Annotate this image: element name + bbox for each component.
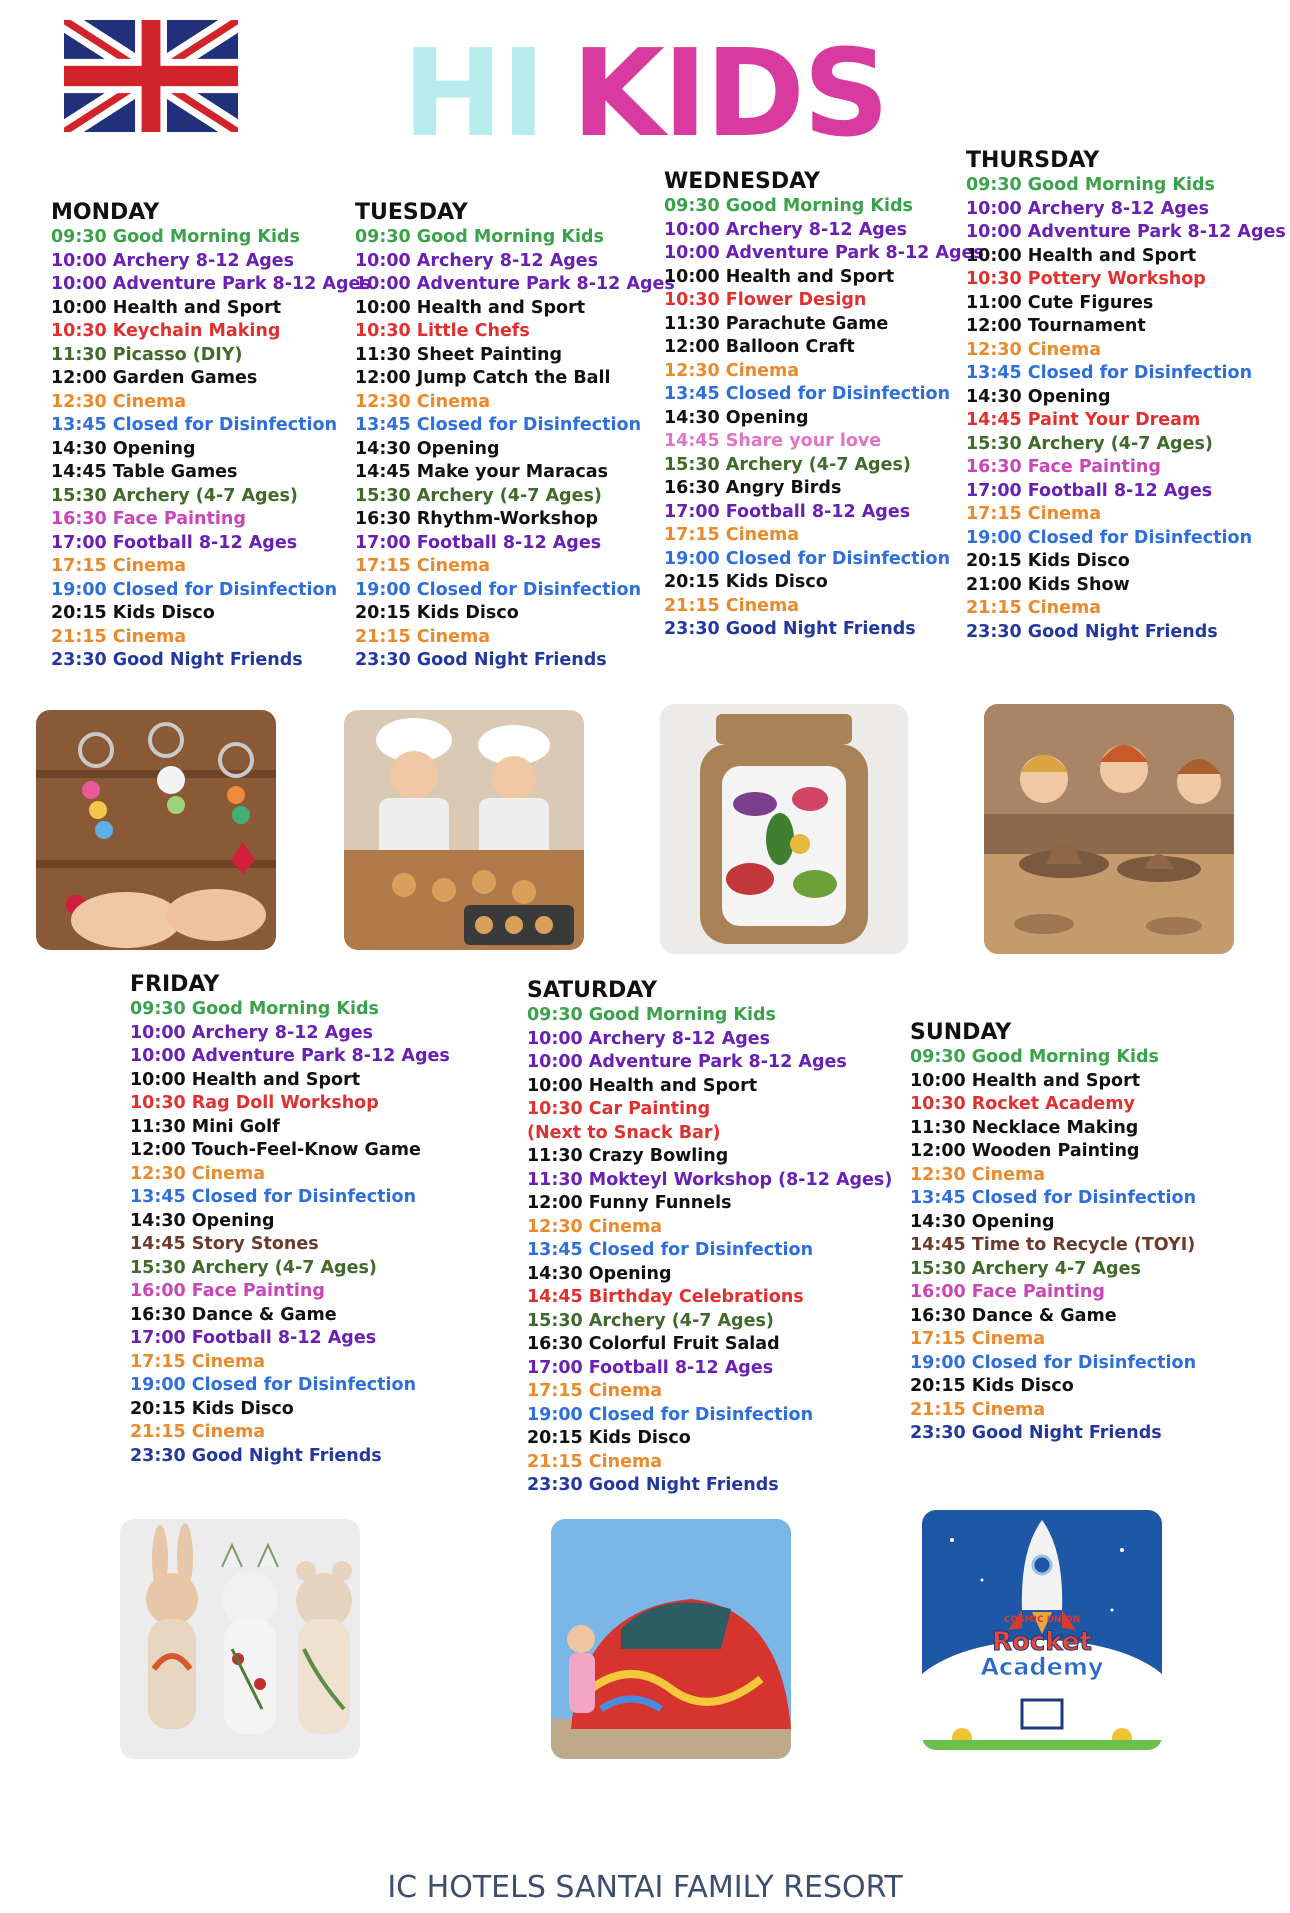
title-kids: KIDS [571, 25, 888, 164]
activity-item: 10:00 Health and Sport [355, 297, 586, 318]
activity-item: 14:45 Story Stones [130, 1234, 319, 1254]
activity-item: 17:15 Cinema [51, 556, 187, 576]
activity-item: 10:00 Adventure Park 8-12 Ages [51, 274, 371, 294]
activity-item: 20:15 Kids Disco [527, 1428, 691, 1448]
activity-list [527, 1004, 892, 1498]
activity-item: 14:30 Opening [910, 1211, 1055, 1232]
activity-item: 12:30 Cinema [130, 1163, 266, 1184]
activity-item: 12:30 Cinema [664, 360, 800, 381]
activity-item: 14:45 Make your Maracas [355, 462, 609, 482]
activity-list [910, 1046, 1196, 1446]
activity-item: 13:45 Closed for Disinfection [910, 1188, 1197, 1208]
activity-item: 10:00 Adventure Park 8-12 Ages [130, 1046, 450, 1066]
activity-item: 09:30 Good Morning Kids [355, 227, 604, 247]
activity-item: 12:00 Wooden Painting [910, 1141, 1140, 1161]
activity-item: 19:00 Closed for Disinfection [664, 548, 951, 569]
activity-item: 16:30 Face Painting [966, 457, 1161, 477]
activity-item: 21:15 Cinema [51, 626, 187, 647]
activity-item: 10:00 Adventure Park 8-12 Ages [527, 1052, 847, 1072]
activity-item: 17:00 Football 8-12 Ages [966, 480, 1213, 501]
activity-item: 11:30 Mini Golf [130, 1116, 280, 1137]
activity-item: 10:00 Archery 8-12 Ages [51, 250, 295, 271]
activity-item: 14:45 Time to Recycle (TOYI) [910, 1235, 1196, 1255]
activity-item: 23:30 Good Night Friends [966, 621, 1218, 642]
activity-list [355, 226, 675, 673]
activity-item: 20:15 Kids Disco [966, 551, 1130, 571]
activity-item: 11:30 Mokteyl Workshop (8-12 Ages) [527, 1169, 893, 1190]
activity-item: 10:00 Adventure Park 8-12 Ages [355, 274, 675, 294]
activity-item: 10:00 Health and Sport [664, 266, 895, 287]
activity-item: 13:45 Closed for Disinfection [355, 415, 642, 435]
activity-item: 17:00 Football 8-12 Ages [51, 532, 298, 553]
schedule-thursday [966, 148, 1286, 644]
activity-item: (Next to Snack Bar) [527, 1122, 721, 1143]
activity-item: 17:15 Cinema [966, 504, 1102, 524]
activity-item: 20:15 Kids Disco [130, 1398, 294, 1419]
activity-item: 20:15 Kids Disco [664, 572, 828, 592]
schedule-friday [130, 972, 450, 1468]
activity-item: 11:00 Cute Figures [966, 292, 1154, 313]
day-heading: MONDAY [51, 200, 160, 225]
activity-item: 10:00 Archery 8-12 Ages [966, 198, 1210, 219]
activity-item: 10:00 Health and Sport [527, 1075, 758, 1096]
activity-item: 23:30 Good Night Friends [664, 619, 916, 639]
activity-item: 13:45 Closed for Disinfection [527, 1240, 814, 1260]
activity-item: 14:30 Opening [51, 438, 196, 459]
activity-item: 17:15 Cinema [355, 556, 491, 576]
car-painting-photo [551, 1519, 791, 1759]
activity-item: 11:30 Crazy Bowling [527, 1146, 729, 1166]
activity-item: 16:30 Colorful Fruit Salad [527, 1334, 780, 1354]
activity-item: 19:00 Closed for Disinfection [527, 1404, 814, 1425]
flower-design-photo [660, 704, 908, 954]
schedule-wednesday [664, 169, 984, 642]
activity-item: 15:30 Archery (4-7 Ages) [130, 1257, 377, 1278]
activity-item: 09:30 Good Morning Kids [910, 1047, 1159, 1067]
activity-item: 12:30 Cinema [51, 391, 187, 412]
activity-item: 16:30 Angry Birds [664, 478, 842, 498]
rocket-academy-logo [922, 1510, 1162, 1750]
activity-item: 09:30 Good Morning Kids [527, 1005, 776, 1025]
activity-item: 10:00 Adventure Park 8-12 Ages [664, 243, 984, 263]
activity-item: 10:00 Health and Sport [130, 1069, 361, 1090]
activity-item: 21:00 Kids Show [966, 574, 1130, 595]
activity-item: 14:30 Opening [664, 407, 809, 428]
activity-item: 19:00 Closed for Disinfection [355, 579, 642, 600]
activity-list [664, 195, 984, 642]
activity-item: 10:30 Keychain Making [51, 321, 281, 341]
activity-item: 14:45 Share your love [664, 431, 882, 451]
activity-item: 09:30 Good Morning Kids [966, 175, 1215, 195]
activity-item: 14:30 Opening [355, 438, 500, 459]
activity-item: 20:15 Kids Disco [355, 603, 519, 623]
activity-item: 11:30 Necklace Making [910, 1117, 1139, 1138]
activity-item: 23:30 Good Night Friends [910, 1423, 1162, 1443]
activity-list [966, 174, 1286, 644]
activity-item: 10:00 Health and Sport [51, 297, 282, 318]
activity-item: 23:30 Good Night Friends [527, 1475, 779, 1495]
activity-item: 10:30 Flower Design [664, 290, 867, 310]
activity-item: 21:15 Cinema [130, 1422, 266, 1442]
schedule-monday [51, 200, 371, 673]
activity-item: 12:30 Cinema [355, 391, 491, 412]
rag-doll-photo [120, 1519, 360, 1759]
activity-item: 15:30 Archery 4-7 Ages [910, 1258, 1141, 1279]
activity-item: 12:30 Cinema [966, 339, 1102, 360]
activity-item: 16:00 Face Painting [910, 1282, 1105, 1302]
activity-item: 19:00 Closed for Disinfection [51, 579, 338, 600]
activity-item: 12:00 Touch-Feel-Know Game [130, 1140, 421, 1160]
activity-item: 14:30 Opening [966, 386, 1111, 407]
logo-word-1: Rocket [992, 1627, 1092, 1657]
activity-item: 12:00 Funny Funnels [527, 1193, 732, 1213]
activity-item: 15:30 Archery (4-7 Ages) [51, 485, 298, 506]
activity-item: 13:45 Closed for Disinfection [664, 384, 951, 404]
activity-item: 15:30 Archery (4-7 Ages) [664, 454, 911, 475]
activity-item: 15:30 Archery (4-7 Ages) [527, 1310, 774, 1331]
activity-item: 14:30 Opening [130, 1210, 275, 1231]
logo-word-2: Academy [980, 1653, 1104, 1681]
activity-item: 10:30 Rocket Academy [910, 1094, 1135, 1114]
activity-item: 19:00 Closed for Disinfection [130, 1375, 417, 1395]
activity-item: 20:15 Kids Disco [51, 603, 215, 623]
little-chefs-photo [344, 710, 584, 950]
title-hi: HI [402, 25, 544, 164]
activity-item: 12:00 Balloon Craft [664, 337, 855, 357]
activity-item: 10:00 Health and Sport [910, 1070, 1141, 1091]
activity-item: 17:00 Football 8-12 Ages [664, 501, 911, 522]
activity-item: 10:00 Archery 8-12 Ages [130, 1022, 374, 1043]
activity-item: 21:15 Cinema [527, 1451, 663, 1472]
day-heading: FRIDAY [130, 972, 220, 997]
activity-item: 14:45 Birthday Celebrations [527, 1287, 804, 1307]
activity-item: 10:30 Pottery Workshop [966, 269, 1206, 289]
activity-item: 16:30 Dance & Game [130, 1304, 337, 1325]
activity-item: 21:15 Cinema [910, 1399, 1046, 1420]
activity-item: 12:30 Cinema [527, 1216, 663, 1237]
day-heading: SUNDAY [910, 1020, 1012, 1045]
activity-item: 19:00 Closed for Disinfection [966, 527, 1253, 548]
activity-item: 21:15 Cinema [355, 626, 491, 647]
activity-item: 10:00 Adventure Park 8-12 Ages [966, 222, 1286, 242]
schedule-saturday [527, 978, 892, 1498]
activity-item: 17:15 Cinema [527, 1381, 663, 1401]
day-heading: TUESDAY [355, 200, 468, 225]
activity-item: 10:00 Archery 8-12 Ages [355, 250, 599, 271]
activity-item: 12:00 Jump Catch the Ball [355, 368, 611, 388]
activity-item: 10:00 Archery 8-12 Ages [664, 219, 908, 240]
resort-name-footer: IC HOTELS SANTAI FAMILY RESORT [387, 1870, 903, 1905]
activity-item: 10:30 Rag Doll Workshop [130, 1093, 379, 1113]
logo-top-text: COSMIC UNION [1003, 1615, 1081, 1625]
activity-item: 17:15 Cinema [910, 1329, 1046, 1349]
activity-item: 23:30 Good Night Friends [51, 650, 303, 670]
activity-item: 13:45 Closed for Disinfection [130, 1187, 417, 1207]
activity-item: 14:45 Table Games [51, 462, 238, 482]
activity-item: 12:00 Tournament [966, 316, 1146, 336]
activity-item: 16:30 Rhythm-Workshop [355, 509, 599, 529]
activity-item: 16:30 Face Painting [51, 509, 246, 529]
activity-item: 10:00 Health and Sport [966, 245, 1197, 266]
activity-item: 11:30 Sheet Painting [355, 344, 563, 365]
activity-item: 17:15 Cinema [664, 525, 800, 545]
activity-item: 17:00 Football 8-12 Ages [355, 532, 602, 553]
activity-item: 14:30 Opening [527, 1263, 672, 1284]
activity-item: 10:00 Archery 8-12 Ages [527, 1028, 771, 1049]
activity-list [130, 998, 450, 1468]
activity-item: 21:15 Cinema [966, 598, 1102, 618]
activity-item: 12:30 Cinema [910, 1164, 1046, 1185]
activity-item: 17:00 Football 8-12 Ages [527, 1357, 774, 1378]
activity-item: 12:00 Garden Games [51, 368, 258, 388]
day-heading: WEDNESDAY [664, 169, 820, 194]
activity-item: 16:30 Dance & Game [910, 1305, 1117, 1326]
activity-item: 14:45 Paint Your Dream [966, 410, 1201, 430]
day-heading: SATURDAY [527, 978, 658, 1003]
activity-item: 10:30 Little Chefs [355, 321, 530, 341]
schedule-sunday [910, 1020, 1196, 1446]
activity-item: 09:30 Good Morning Kids [51, 227, 300, 247]
activity-item: 16:00 Face Painting [130, 1281, 325, 1301]
day-heading: THURSDAY [966, 148, 1100, 173]
activity-item: 23:30 Good Night Friends [355, 650, 607, 670]
activity-item: 13:45 Closed for Disinfection [966, 363, 1253, 383]
activity-item: 23:30 Good Night Friends [130, 1445, 382, 1466]
activity-item: 20:15 Kids Disco [910, 1376, 1074, 1396]
activity-item: 19:00 Closed for Disinfection [910, 1352, 1197, 1373]
activity-item: 09:30 Good Morning Kids [664, 196, 913, 216]
pottery-workshop-photo [984, 704, 1234, 954]
activity-item: 15:30 Archery (4-7 Ages) [966, 433, 1213, 454]
keychain-photo [36, 710, 276, 950]
activity-item: 17:00 Football 8-12 Ages [130, 1328, 377, 1348]
activity-list [51, 226, 371, 673]
activity-item: 11:30 Picasso (DIY) [51, 344, 243, 365]
activity-item: 11:30 Parachute Game [664, 313, 889, 334]
activity-item: 13:45 Closed for Disinfection [51, 415, 338, 435]
activity-item: 15:30 Archery (4-7 Ages) [355, 485, 602, 506]
schedule-tuesday [355, 200, 675, 673]
activity-item: 09:30 Good Morning Kids [130, 999, 379, 1019]
activity-item: 21:15 Cinema [664, 595, 800, 616]
activity-item: 17:15 Cinema [130, 1351, 266, 1372]
activity-item: 10:30 Car Painting [527, 1099, 711, 1119]
